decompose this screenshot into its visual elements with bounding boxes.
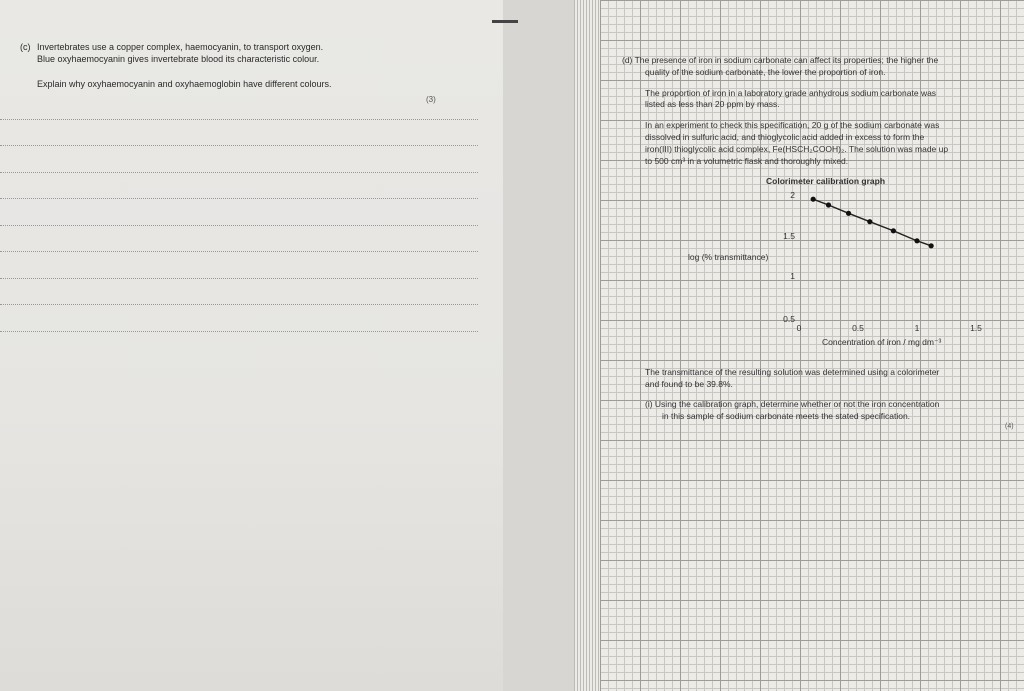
data-point [846, 211, 851, 216]
specification-line-1: The proportion of iron in a laboratory grade anhydrous sodium carbonate was [645, 88, 937, 98]
right-exam-page [600, 0, 1024, 691]
answer-line[interactable] [0, 331, 478, 332]
data-point [929, 243, 934, 248]
experiment-line-3: iron(III) thioglycolic acid complex, Fe(HSCH₂COOH)₂. The solution was made up [645, 144, 949, 154]
question-c-marks: (3) [426, 95, 436, 104]
part-i-line-1: (i) Using the calibration graph, determine whether or not the iron concentration [645, 399, 940, 409]
x-tick-label: 1 [914, 323, 920, 333]
question-d-intro-2: quality of the sodium carbonate, the lower the proportion of iron. [645, 67, 886, 77]
y-axis-label: log (% transmittance) [688, 252, 769, 262]
answer-line[interactable] [0, 225, 478, 226]
x-tick-label: 0.5 [852, 323, 864, 333]
question-d-intro-1: (d) The presence of iron in sodium carbonate can affect its properties; the higher the [622, 55, 939, 65]
answer-line[interactable] [0, 172, 478, 173]
experiment-line-1: In an experiment to check this specification, 20 g of the sodium carbonate was [645, 120, 940, 130]
y-tick-label: 2 [790, 190, 795, 200]
page-divider-mark [492, 20, 518, 23]
question-c-label: (c) [20, 42, 31, 52]
x-axis-label: Concentration of iron / mg dm⁻³ [822, 337, 942, 347]
answer-line[interactable] [0, 304, 478, 305]
experiment-line-2: dissolved in sulfuric acid, and thioglycolic acid added in excess to form the [645, 132, 925, 142]
data-point [826, 202, 831, 207]
page-binding-edge [574, 0, 600, 691]
data-point [914, 238, 919, 243]
y-tick-label: 1 [790, 271, 795, 281]
left-exam-page [0, 0, 503, 691]
answer-line[interactable] [0, 145, 478, 146]
data-point [811, 197, 816, 202]
answer-line[interactable] [0, 251, 478, 252]
specification-line-2: listed as less than 20 ppm by mass. [645, 99, 780, 109]
y-tick-label: 1.5 [783, 231, 795, 241]
question-c-line-1: Invertebrates use a copper complex, haemocyanin, to transport oxygen. [37, 42, 324, 52]
answer-line[interactable] [0, 119, 478, 120]
calibration-chart [600, 0, 1024, 691]
chart-title: Colorimeter calibration graph [766, 176, 886, 186]
data-point [867, 219, 872, 224]
transmittance-line-2: and found to be 39.8%. [645, 379, 733, 389]
part-i-line-2: in this sample of sodium carbonate meets the stated specification. [662, 411, 911, 421]
question-c-line-2: Blue oxyhaemocyanin gives invertebrate blood its characteristic colour. [37, 54, 320, 64]
answer-line[interactable] [0, 198, 478, 199]
y-tick-label: 0.5 [783, 314, 795, 324]
x-tick-label: 1.5 [970, 323, 982, 333]
experiment-line-4: to 500 cm³ in a volumetric flask and thoroughly mixed. [645, 156, 849, 166]
answer-line[interactable] [0, 278, 478, 279]
question-d-marks: (4) [1005, 423, 1014, 430]
question-c-prompt: Explain why oxyhaemocyanin and oxyhaemoglobin have different colours. [37, 79, 332, 89]
data-point [891, 228, 896, 233]
transmittance-line-1: The transmittance of the resulting solution was determined using a colorimeter [645, 367, 940, 377]
x-tick-label: 0 [796, 323, 802, 333]
